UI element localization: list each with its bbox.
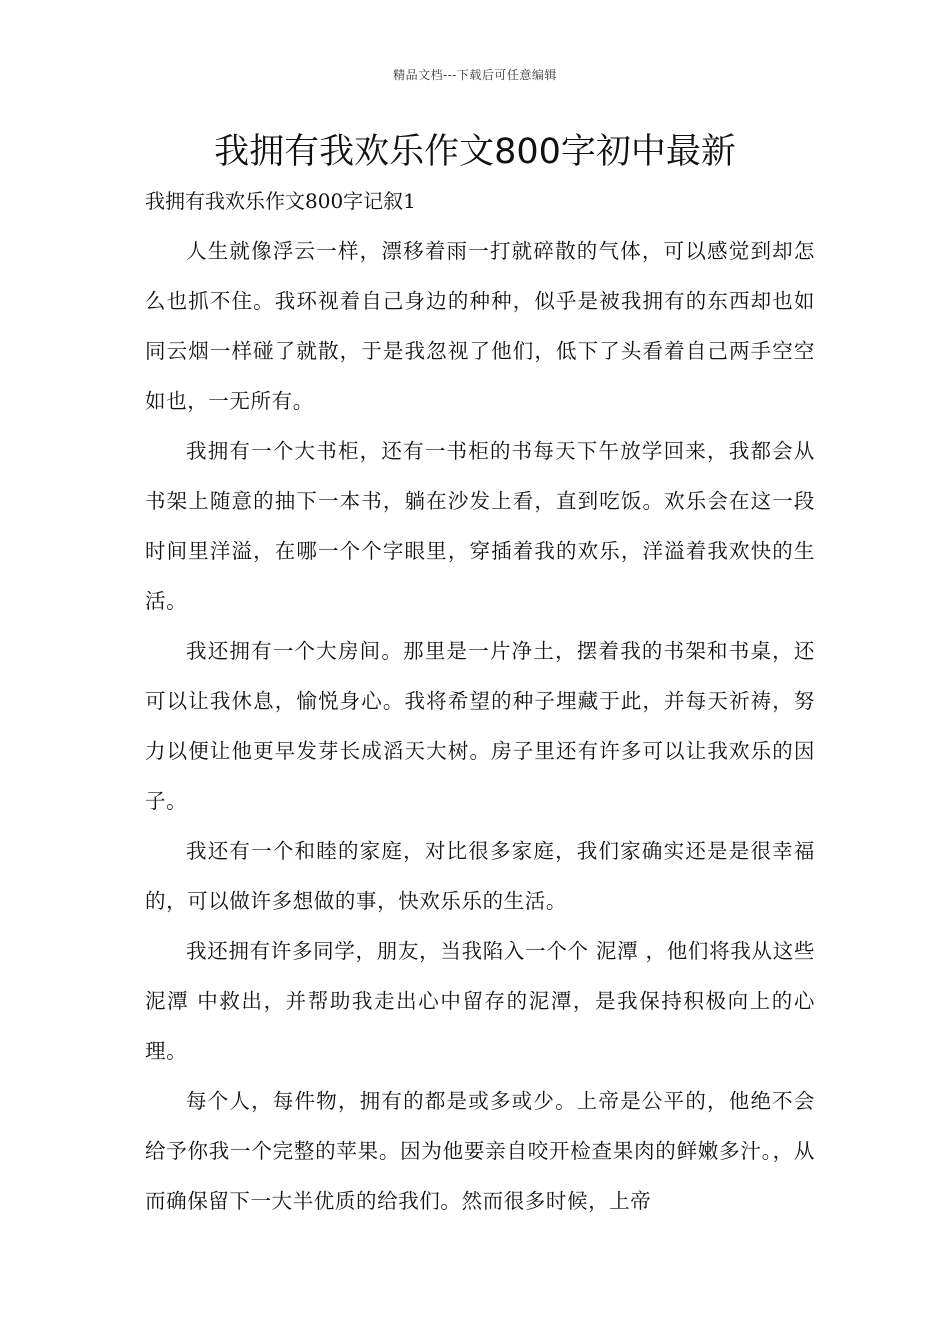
document-subtitle: 我拥有我欢乐作文800字记叙1: [145, 189, 416, 213]
paragraph-5: 我还拥有许多同学，朋友，当我陷入一个个 泥潭 ，他们将我从这些 泥潭 中救出，并帮助我走出心中留存的泥潭，是我保持积极向上的心理。: [145, 939, 815, 1063]
header-note: 精品文档---下载后可任意编辑: [393, 68, 557, 82]
document-title: 我拥有我欢乐作文800字初中最新: [214, 132, 736, 172]
paragraph-1: 人生就像浮云一样，漂移着雨一打就碎散的气体，可以感觉到却怎么也抓不住。我环视着自己身边的种种，似乎是被我拥有的东西却也如同云烟一样碰了就散，于是我忽视了他们，低下了头看着自己两手空空如也，一无所有。: [145, 239, 815, 413]
paragraph-3: 我还拥有一个大房间。那里是一片净土，摆着我的书架和书桌，还可以让我休息，愉悦身心。我将希望的种子埋藏于此，并每天祈祷，努力以便让他更早发芽长成滔天大树。房子里还有许多可以让我欢乐的因子。: [145, 639, 815, 813]
document-body: [145, 226, 815, 1226]
paragraph-2: 我拥有一个大书柜，还有一书柜的书每天下午放学回来，我都会从书架上随意的抽下一本书，躺在沙发上看，直到吃饭。欢乐会在这一段时间里洋溢，在哪一个个字眼里，穿插着我的欢乐，洋溢着我欢快的生活。: [145, 439, 815, 613]
paragraph-4: 我还有一个和睦的家庭，对比很多家庭，我们家确实还是是很幸福的，可以做许多想做的事，快欢乐乐的生活。: [145, 839, 815, 913]
paragraph-6: 每个人，每件物，拥有的都是或多或少。上帝是公平的，他绝不会给予你我一个完整的苹果。因为他要亲自咬开检查果肉的鲜嫩多汁。，从而确保留下一大半优质的给我们。然而很多时候，上帝: [145, 1089, 815, 1213]
